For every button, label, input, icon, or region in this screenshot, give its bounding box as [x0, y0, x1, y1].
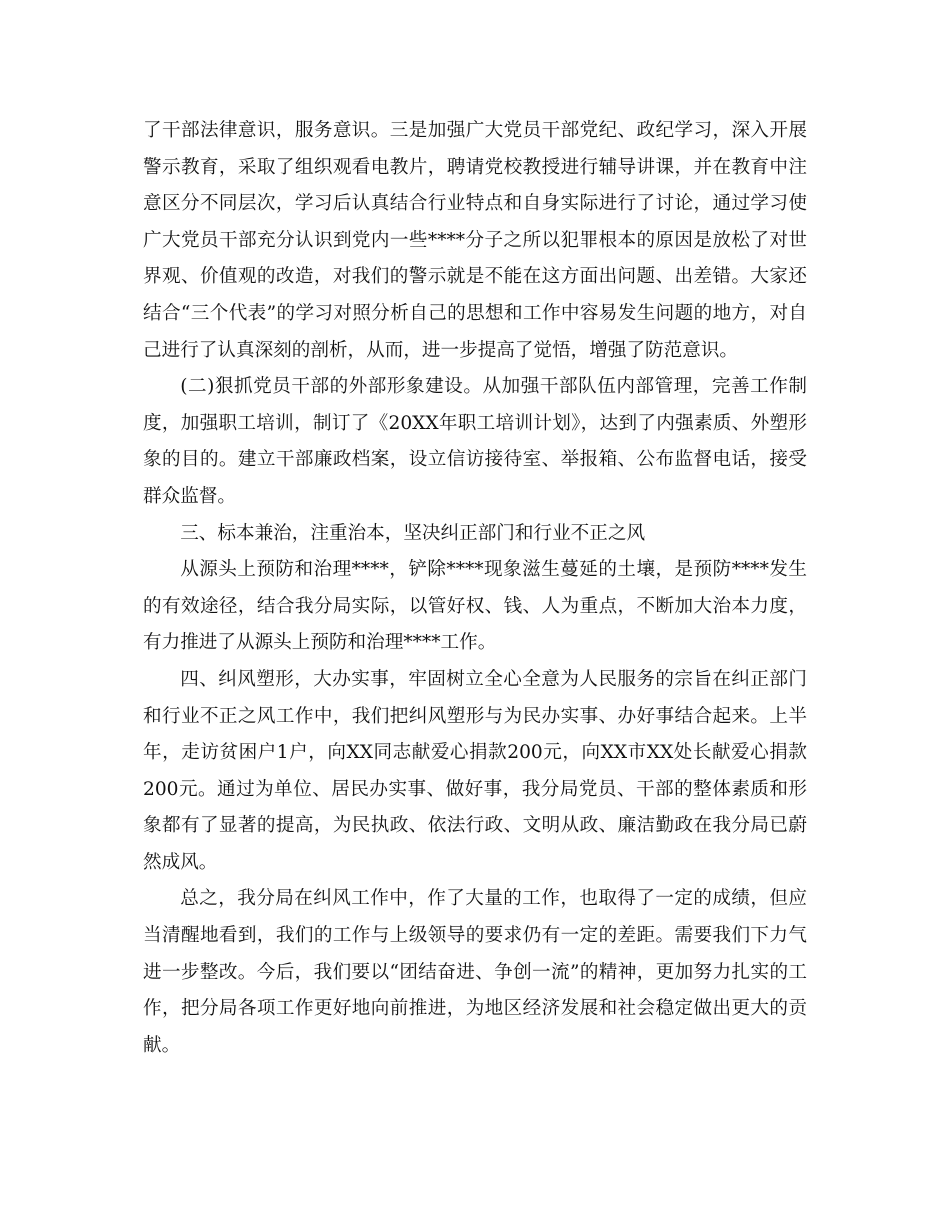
section-heading-three: 三、标本兼治，注重治本，坚决纠正部门和行业不正之风: [180, 522, 646, 544]
paragraph-external-image: (二)狠抓党员干部的外部形象建设。从加强干部队伍内部管理，完善工作制度，加强职工培训，制订了《20XX年职工培训计划》，达到了内强素质、外塑形象的目的。建立干部廉政档案，设立信访接待室、举报箱、公布监督电话，接受群众监督。: [143, 376, 807, 507]
paragraph-continuation: 了干部法律意识，服务意识。三是加强广大党员干部党纪、政纪学习，深入开展警示教育，采取了组织观看电教片，聘请党校教授进行辅导讲课，并在教育中注意区分不同层次，学习后认真结合行业特点和自身实际进行了讨论，通过学习使广大党员干部充分认识到党内一些****分子之所以犯罪根本的原因是放松了对世界观、价值观的改造，对我们的警示就是不能在这方面出问题、出差错。大家还结合“三个代表”的学习对照分析自己的思想和工作中容易发生问题的地方，对自己进行了认真深刻的剖析，从而，进一步提高了觉悟，增强了防范意识。: [143, 120, 807, 361]
paragraph-source-prevention: 从源头上预防和治理****，铲除****现象滋生蔓延的土壤，是预防****发生的有效途径，结合我分局实际，以管好权、钱、人为重点，不断加大治本力度，有力推进了从源头上预防和治理****工作。: [143, 559, 807, 654]
paragraph-section-four: 四、纠风塑形，大办实事，牢固树立全心全意为人民服务的宗旨在纠正部门和行业不正之风工作中，我们把纠风塑形与为民办实事、办好事结合起来。上半年，走访贫困户1户，向XX同志献爱心捐款200元，向XX市XX处长献爱心捐款200元。通过为单位、居民办实事、做好事，我分局党员、干部的整体素质和形象都有了显著的提高，为民执政、依法行政、文明从政、廉洁勤政在我分局已蔚然成风。: [143, 668, 807, 873]
document-body: [143, 113, 807, 1064]
paragraph-conclusion: 总之，我分局在纠风工作中，作了大量的工作，也取得了一定的成绩，但应当清醒地看到，我们的工作与上级领导的要求仍有一定的差距。需要我们下力气进一步整改。今后，我们要以“团结奋进、争创一流”的精神，更加努力扎实的工作，把分局各项工作更好地向前推进，为地区经济发展和社会稳定做出更大的贡献。: [143, 888, 807, 1056]
